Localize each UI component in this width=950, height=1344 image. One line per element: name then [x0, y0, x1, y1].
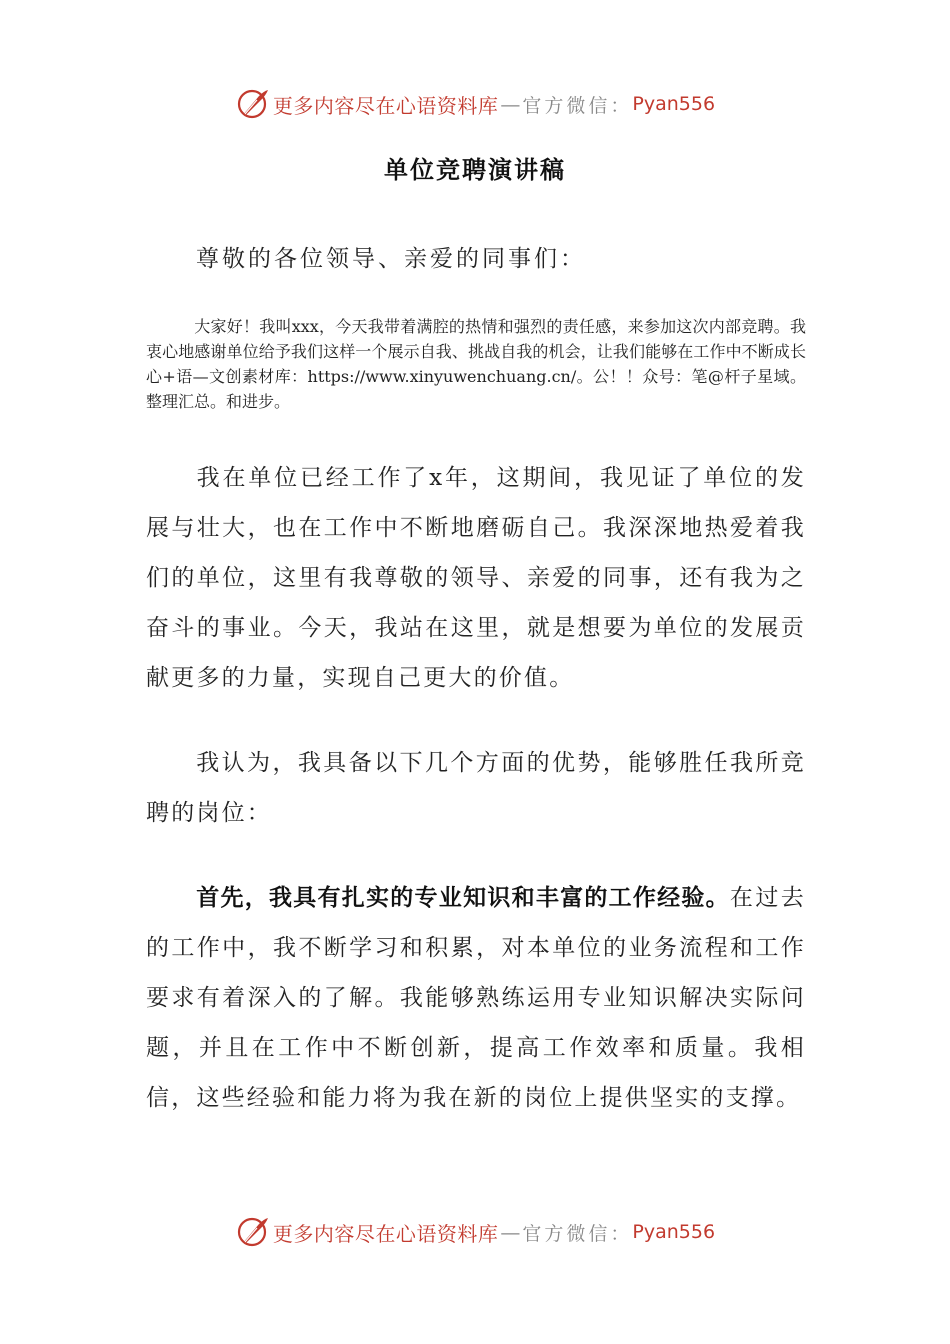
- banner-wechat-label: 官方微信：: [522, 94, 633, 117]
- quill-logo-icon: [235, 1214, 271, 1250]
- paragraph-3-heading: 首先，我具有扎实的专业知识和丰富的工作经验。: [196, 885, 730, 911]
- paragraph-2-text: 我认为，我具备以下几个方面的优势，能够胜任我所竞聘的岗位：: [146, 750, 806, 826]
- body-paragraph-1: [146, 453, 806, 703]
- document-title: 单位竞聘演讲稿: [384, 156, 566, 184]
- banner-wechat-id: Pyan556: [632, 93, 716, 115]
- banner-site-text: 更多内容尽在心语资料库: [272, 1221, 499, 1246]
- paragraph-1-text: 我在单位已经工作了x年，这期间，我见证了单位的发展与壮大，也在工作中不断地磨砺自己。我深深地热爱着我们的单位，这里有我尊敬的领导、亲爱的同事，还有我为之奋斗的事业。今天，我站在这里，就是想要为单位的发展贡献更多的力量，实现自己更大的价值。: [146, 465, 806, 691]
- intro-text: 大家好！我叫xxx，今天我带着满腔的热情和强烈的责任感，来参加这次内部竞聘。我衷心地感谢单位给予我们这样一个展示自我、挑战自我的机会，让我们能够在工作中不断成长心+语—文创素材库：https://www.xinyuwenchuang.cn/。公！！众号：笔@杆子星域。整理汇总。和进步。: [146, 317, 806, 411]
- banner-wechat-id: Pyan556: [632, 1221, 716, 1243]
- banner-dash: —: [500, 1220, 521, 1244]
- header-banner: [0, 84, 950, 124]
- banner-dash: —: [500, 92, 521, 116]
- body-paragraph-2: [146, 738, 806, 838]
- footer-banner: [0, 1212, 950, 1252]
- greeting-line: 尊敬的各位领导、亲爱的同事们：: [196, 246, 586, 272]
- intro-paragraph: [146, 314, 806, 414]
- quill-logo-icon: [235, 86, 271, 122]
- banner-site-text: 更多内容尽在心语资料库: [272, 93, 499, 118]
- body-paragraph-3: [146, 873, 806, 1123]
- banner-wechat-label: 官方微信：: [522, 1222, 633, 1245]
- paragraph-3-text: 在过去的工作中，我不断学习和积累，对本单位的业务流程和工作要求有着深入的了解。我能够熟练运用专业知识解决实际问题，并且在工作中不断创新，提高工作效率和质量。我相信，这些经验和能力将为我在新的岗位上提供坚实的支撑。: [146, 885, 807, 1111]
